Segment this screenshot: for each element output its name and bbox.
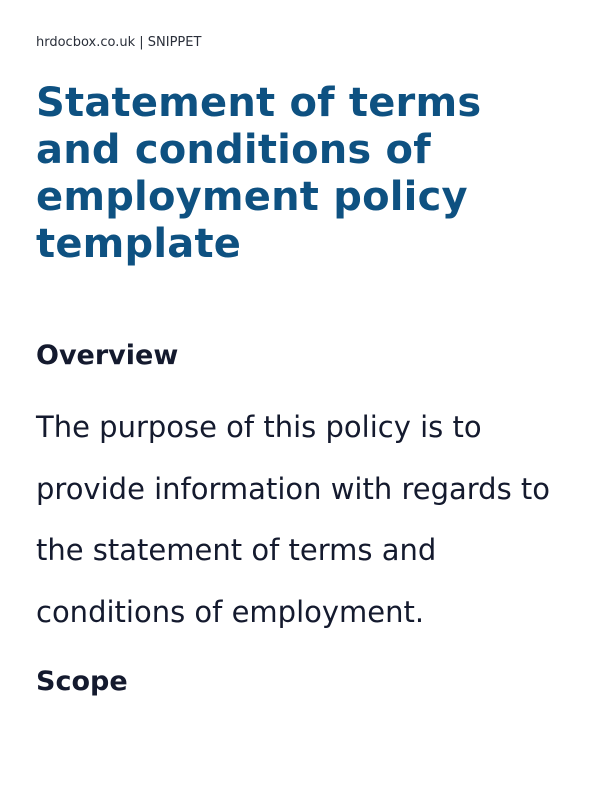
- overview-line: the statement of terms and: [36, 533, 437, 567]
- overview-heading: Overview: [36, 340, 179, 371]
- overview-line: The purpose of this policy is to: [36, 410, 482, 444]
- overview-paragraph: [36, 397, 566, 643]
- scope-heading: Scope: [36, 666, 128, 697]
- overview-line: provide information with regards to: [36, 471, 551, 506]
- overview-line: conditions of employment.: [36, 594, 425, 629]
- document-title: Statement of terms and conditions of employment policy template: [36, 80, 482, 267]
- site-snippet-label: hrdocbox.co.uk | SNIPPET: [36, 35, 202, 50]
